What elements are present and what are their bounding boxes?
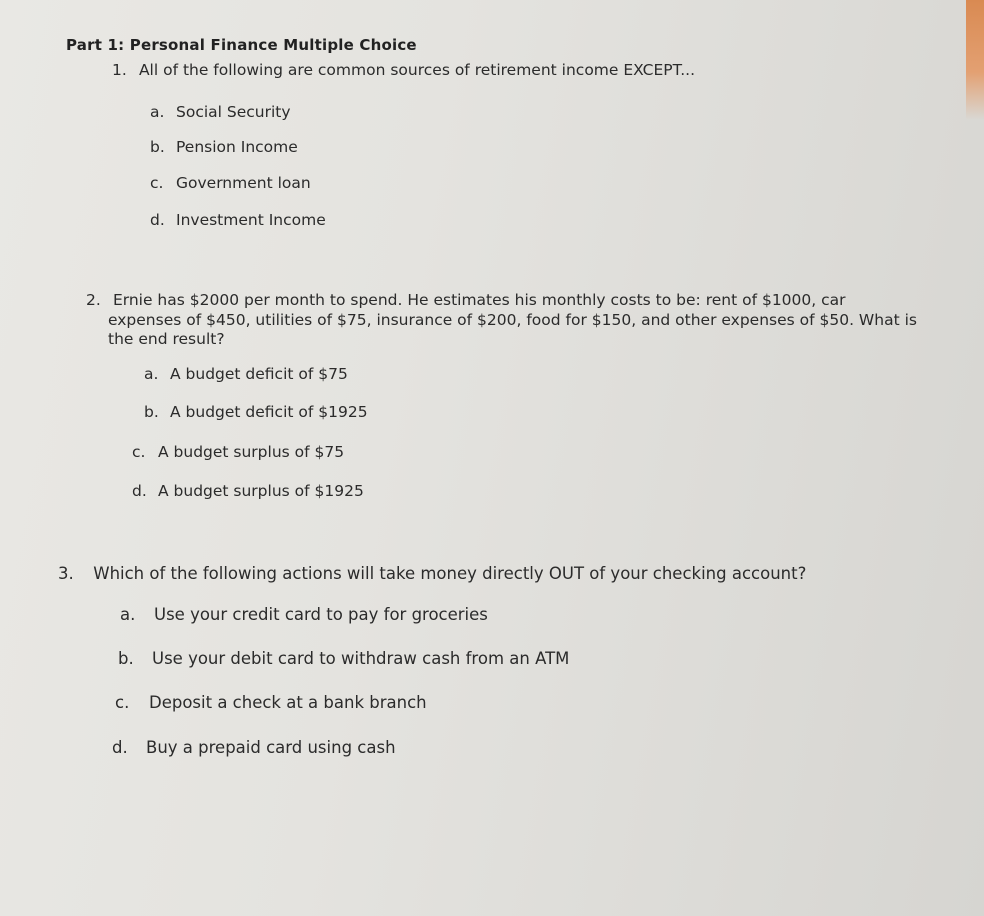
question-1-option-d[interactable] [150, 211, 326, 229]
option-letter: c. [150, 174, 164, 192]
question-2-option-b[interactable] [144, 403, 368, 421]
option-text: Use your credit card to pay for groceries [154, 605, 488, 624]
option-letter: c. [132, 443, 146, 461]
option-letter: b. [144, 403, 159, 421]
option-text: Pension Income [176, 138, 298, 156]
option-letter: c. [115, 693, 130, 712]
question-number: 1. [112, 61, 127, 79]
question-3-option-c[interactable] [115, 693, 427, 712]
option-text: A budget surplus of $75 [158, 443, 345, 461]
option-text: A budget deficit of $75 [170, 365, 348, 383]
option-letter: a. [144, 365, 159, 383]
part-title: Part 1: Personal Finance Multiple Choice [66, 36, 417, 54]
option-letter: a. [150, 103, 165, 121]
question-1-option-b[interactable] [150, 138, 298, 156]
question-text: Ernie has $2000 per month to spend. He estimates his monthly costs to be: rent of $1000, car [112, 291, 846, 309]
question-1-option-a[interactable] [150, 103, 291, 121]
option-letter: a. [120, 605, 136, 624]
question-2-option-c[interactable] [132, 443, 344, 461]
question-3-option-a[interactable] [120, 605, 488, 624]
question-number: 2. [86, 291, 101, 309]
option-text: A budget deficit of $1925 [170, 403, 368, 421]
option-text: Investment Income [176, 211, 326, 229]
option-letter: d. [112, 738, 128, 757]
question-3 [58, 563, 806, 584]
question-2-option-d[interactable] [132, 482, 364, 500]
option-letter: b. [118, 649, 134, 668]
question-2-line-1 [86, 290, 846, 311]
option-text: Buy a prepaid card using cash [146, 738, 396, 757]
question-1-option-c[interactable] [150, 174, 311, 192]
option-letter: b. [150, 138, 165, 156]
question-2-line-3: the end result? [108, 330, 225, 348]
question-text: Which of the following actions will take money directly OUT of your checking account? [93, 564, 807, 583]
option-text: Government loan [176, 174, 311, 192]
question-3-option-d[interactable] [112, 738, 396, 757]
question-1 [112, 60, 695, 81]
option-text: Deposit a check at a bank branch [149, 693, 427, 712]
question-2-line-2: expenses of $450, utilities of $75, insurance of $200, food for $150, and other expenses of $50. What is [108, 311, 917, 329]
question-text: All of the following are common sources of retirement income EXCEPT... [138, 61, 696, 79]
option-letter: d. [150, 211, 165, 229]
option-text: A budget surplus of $1925 [158, 482, 364, 500]
question-3-option-b[interactable] [118, 649, 569, 668]
question-2-option-a[interactable] [144, 365, 348, 383]
question-number: 3. [58, 564, 74, 583]
option-letter: d. [132, 482, 147, 500]
option-text: Social Security [176, 103, 291, 121]
option-text: Use your debit card to withdraw cash from an ATM [152, 649, 570, 668]
